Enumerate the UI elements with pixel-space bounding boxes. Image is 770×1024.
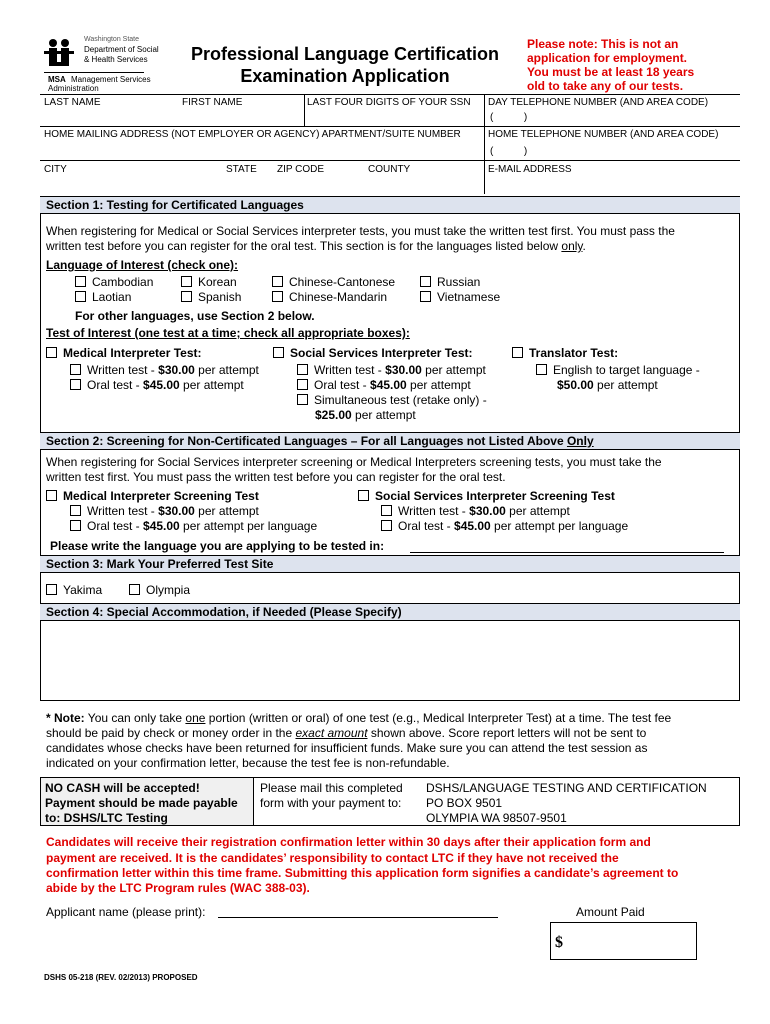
note-text-2: should be paid by check or money order in the exact amount shown above. Score report letters will not be sent to (46, 726, 647, 740)
medical-written[interactable]: Written test - $30.00 per attempt (70, 363, 259, 377)
mail-address-2: PO BOX 9501 (426, 796, 503, 810)
no-cash-line: NO CASH will be accepted! (45, 781, 200, 795)
note-line3: You must be at least 18 years (527, 65, 695, 79)
section4-header: Section 4: Special Accommodation, if Needed (Please Specify) (40, 603, 740, 621)
medical-screening-option[interactable]: Medical Interpreter Screening Test (46, 489, 259, 503)
home-phone-paren: ( ) (490, 146, 528, 157)
last-name-label: LAST NAME (44, 97, 101, 108)
spanish-checkbox[interactable] (181, 291, 192, 302)
lang-russian[interactable]: Russian (420, 275, 480, 289)
applicant-name-label: Applicant name (please print): (46, 905, 206, 919)
home-address-label: HOME MAILING ADDRESS (NOT EMPLOYER OR AGENCY) APARTMENT/SUITE NUMBER (44, 129, 461, 140)
lang-korean[interactable]: Korean (181, 275, 237, 289)
mail-address-3: OLYMPIA WA 98507-9501 (426, 811, 567, 825)
section1-header: Section 1: Testing for Certificated Languages (40, 196, 740, 214)
accommodation-input[interactable] (40, 621, 740, 701)
section2-intro-1: When registering for Social Services interpreter screening or Medical Interpreters screening tests, you must take the (46, 455, 662, 469)
section1-intro-1: When registering for Medical or Social Services interpreter tests, you must take the written test first. You must pass the (46, 224, 675, 238)
language-input[interactable] (410, 538, 724, 553)
logo-dept-2: & Health Services (84, 55, 148, 64)
payable-to-line: to: DSHS/LTC Testing (45, 811, 168, 825)
social-test-option[interactable]: Social Services Interpreter Test: (273, 346, 473, 360)
social-screening-option[interactable]: Social Services Interpreter Screening Test (358, 489, 615, 503)
first-name-label: FIRST NAME (182, 97, 243, 108)
medical-screening-written-checkbox[interactable] (70, 505, 81, 516)
medical-screening-oral[interactable]: Oral test - $45.00 per attempt per language (70, 519, 317, 533)
mail-instruction-1: Please mail this completed (260, 781, 403, 795)
home-address-input[interactable] (41, 140, 481, 159)
lang-mandarin[interactable]: Chinese-Mandarin (272, 290, 387, 304)
social-screening-oral[interactable]: Oral test - $45.00 per attempt per language (381, 519, 628, 533)
translator-price: $50.00 per attempt (557, 378, 658, 392)
cantonese-checkbox[interactable] (272, 276, 283, 287)
vietnamese-checkbox[interactable] (420, 291, 431, 302)
medical-written-checkbox[interactable] (70, 364, 81, 375)
last-name-input[interactable] (41, 107, 176, 125)
red-notice-3: confirmation letter within this time frame. Submitting this application form signifies a candidate’s agreement to (46, 866, 679, 880)
logo-dept-1: Department of Social (84, 45, 159, 54)
red-notice-2: payment are received. It is the candidates’ responsibility to contact LTC if they have not received the (46, 851, 619, 865)
social-screening-written-checkbox[interactable] (381, 505, 392, 516)
translator-english-checkbox[interactable] (536, 364, 547, 375)
section3-header: Section 3: Mark Your Preferred Test Site (40, 555, 740, 573)
lang-vietnamese[interactable]: Vietnamese (420, 290, 500, 304)
logo-top: Washington State (84, 36, 139, 43)
page-title-line1: Professional Language Certification (190, 44, 500, 64)
korean-checkbox[interactable] (181, 276, 192, 287)
social-screening-oral-checkbox[interactable] (381, 520, 392, 531)
section2-header: Section 2: Screening for Non-Certificated Languages – For all Languages not Listed Above Only (40, 432, 740, 450)
amount-paid-box[interactable] (550, 922, 697, 960)
medical-test-option[interactable]: Medical Interpreter Test: (46, 346, 201, 360)
mandarin-checkbox[interactable] (272, 291, 283, 302)
social-screening-written[interactable]: Written test - $30.00 per attempt (381, 504, 570, 518)
day-phone-label: DAY TELEPHONE NUMBER (AND AREA CODE) (488, 97, 709, 108)
translator-test-option[interactable]: Translator Test: (512, 346, 618, 360)
lang-cantonese[interactable]: Chinese-Cantonese (272, 275, 395, 289)
mail-address-1: DSHS/LANGUAGE TESTING AND CERTIFICATION (426, 781, 707, 795)
page-title-line2: Examination Application (240, 66, 450, 86)
olympia-checkbox[interactable] (129, 584, 140, 595)
payable-line: Payment should be made payable (45, 796, 238, 810)
note-line2: application for employment. (527, 51, 688, 65)
lang-cambodian[interactable]: Cambodian (75, 275, 153, 289)
site-yakima[interactable]: Yakima (46, 583, 102, 597)
first-name-input[interactable] (180, 107, 302, 125)
russian-checkbox[interactable] (420, 276, 431, 287)
section1-intro-2: written test before you can register for the oral test. This section is for the languages listed below only. (46, 239, 586, 253)
email-label: E-MAIL ADDRESS (488, 164, 572, 175)
note-text-1: * Note: You can only take one portion (written or oral) of one test (e.g., Medical Interpreter Test) at a time. The test fee (46, 711, 672, 725)
social-simultaneous-price: $25.00 per attempt (315, 408, 416, 422)
lang-spanish[interactable]: Spanish (181, 290, 241, 304)
medical-screening-written[interactable]: Written test - $30.00 per attempt (70, 504, 259, 518)
state-label: STATE (226, 164, 257, 175)
social-simultaneous-checkbox[interactable] (297, 394, 308, 405)
home-phone-label: HOME TELEPHONE NUMBER (AND AREA CODE) (488, 129, 719, 140)
email-input[interactable] (486, 175, 739, 193)
day-phone-paren: ( ) (490, 112, 528, 123)
logo-msa-1: Management Services (71, 75, 151, 84)
medical-oral[interactable]: Oral test - $45.00 per attempt (70, 378, 244, 392)
medical-screening-checkbox[interactable] (46, 490, 57, 501)
medical-test-checkbox[interactable] (46, 347, 57, 358)
social-written[interactable]: Written test - $30.00 per attempt (297, 363, 486, 377)
yakima-checkbox[interactable] (46, 584, 57, 595)
form-id: DSHS 05-218 (REV. 02/2013) PROPOSED (44, 973, 198, 982)
county-label: COUNTY (368, 164, 411, 175)
social-oral-checkbox[interactable] (297, 379, 308, 390)
test-heading: Test of Interest (one test at a time; check all appropriate boxes): (46, 326, 410, 340)
mail-instruction-2: form with your payment to: (260, 796, 402, 810)
lang-laotian[interactable]: Laotian (75, 290, 131, 304)
red-notice-1: Candidates will receive their registration confirmation letter within 30 days after their application form and (46, 835, 651, 849)
social-written-checkbox[interactable] (297, 364, 308, 375)
social-test-checkbox[interactable] (273, 347, 284, 358)
other-languages-note: For other languages, use Section 2 below. (75, 309, 315, 323)
applicant-name-input[interactable] (218, 903, 498, 918)
note-text-4: indicated on your confirmation letter, because the test fee is non-refundable. (46, 756, 450, 770)
dshs-logo (44, 36, 164, 94)
ssn-input[interactable] (306, 107, 482, 125)
laotian-checkbox[interactable] (75, 291, 86, 302)
logo-msa-2: Administration (48, 84, 99, 93)
medical-screening-oral-checkbox[interactable] (70, 520, 81, 531)
city-label: CITY (44, 164, 67, 175)
amount-paid-label: Amount Paid (576, 905, 645, 919)
social-oral[interactable]: Oral test - $45.00 per attempt (297, 378, 471, 392)
zip-label: ZIP CODE (277, 164, 325, 175)
site-olympia[interactable]: Olympia (129, 583, 190, 597)
ssn-label: LAST FOUR DIGITS OF YOUR SSN (307, 97, 471, 108)
city-input[interactable] (41, 175, 221, 193)
cambodian-checkbox[interactable] (75, 276, 86, 287)
dollar-sign: $ (555, 934, 563, 951)
translator-english[interactable]: English to target language - (536, 363, 700, 377)
logo-msa: MSA (48, 75, 66, 84)
medical-oral-checkbox[interactable] (70, 379, 81, 390)
language-prompt: Please write the language you are applying to be tested in: (50, 539, 385, 553)
note-line1: Please note: This is not an (527, 37, 679, 51)
social-simultaneous[interactable]: Simultaneous test (retake only) - (297, 393, 487, 407)
section2-intro-2: written test first. You must pass the written test before you can register for the oral test. (46, 470, 506, 484)
dshs-logo-icon (44, 38, 74, 74)
translator-test-checkbox[interactable] (512, 347, 523, 358)
language-heading: Language of Interest (check one): (46, 258, 239, 272)
red-notice-4: abide by the LTC Program rules (WAC 388-03). (46, 881, 310, 895)
note-text-3: candidates whose checks have been returned for insufficient funds. Make sure you can attend the test session as (46, 741, 648, 755)
note-line4: old to take any of our tests. (527, 79, 684, 93)
social-screening-checkbox[interactable] (358, 490, 369, 501)
